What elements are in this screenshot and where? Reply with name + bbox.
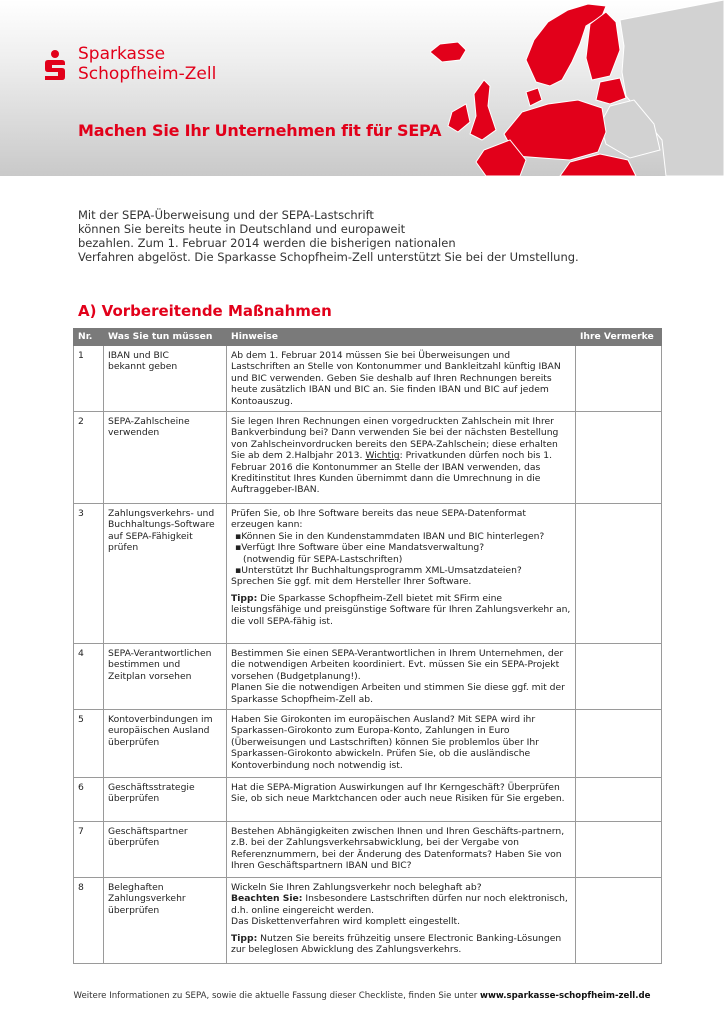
cell-task	[104, 346, 227, 412]
sparkasse-logo-icon	[44, 50, 66, 82]
cell-task	[104, 644, 227, 710]
hint-bullet-sub: (notwendig für SEPA-Lastschriften)	[243, 553, 403, 565]
hint-tip	[231, 933, 571, 956]
cell-task	[104, 710, 227, 778]
intro-line-3: bezahlen. Zum 1. Februar 2014 werden die bisherigen nationalen	[78, 236, 456, 250]
table-row	[74, 346, 662, 412]
hint-important-link: Wichtig	[365, 450, 400, 462]
cell-notes[interactable]	[576, 644, 662, 710]
hint-tip	[231, 593, 571, 627]
cell-hint	[227, 644, 576, 710]
hint-text: : Privatkunden dürfen noch bis 1. Februar 2016 die Kontonummer an Stelle der IBAN verwenden, das Kreditinstitut Ihres Kunden übernimmt dann die Umrechnung in die Auftraggeber-IBAN.	[231, 450, 553, 496]
cell-nr: 3	[74, 504, 104, 644]
task-line: SEPA-Verantwortlichen	[108, 648, 212, 660]
table-row	[74, 878, 662, 964]
cell-hint	[227, 710, 576, 778]
cell-hint	[227, 504, 576, 644]
task-line: überprüfen	[108, 793, 160, 805]
cell-task	[104, 778, 227, 822]
brand-line-2: Schopfheim-Zell	[78, 64, 217, 84]
cell-nr: 6	[74, 778, 104, 822]
hint-bullet: ▪Unterstützt Ihr Buchhaltungsprogramm XML-Umsatzdateien?	[235, 565, 522, 577]
table-row	[74, 822, 662, 878]
hint-text: Bestimmen Sie einen SEPA-Verantwortlichen in Ihrem Unternehmen, der die notwendigen Arbeiten koordiniert. Evt. müssen Sie ein SEPA-Projekt vorsehen (Budgetplanung!).	[231, 648, 564, 682]
tip-label: Tipp:	[231, 932, 258, 944]
cell-nr: 2	[74, 412, 104, 504]
table-row	[74, 412, 662, 504]
tip-text: Nutzen Sie bereits frühzeitig unsere Electronic Banking-Lösungen zur beleglosen Abwicklung des Zahlungsverkehrs.	[231, 932, 562, 956]
sparkasse-logo	[44, 44, 216, 84]
brand-line-1: Sparkasse	[78, 44, 166, 64]
task-line: IBAN und BIC	[108, 350, 169, 361]
page-header	[0, 0, 724, 176]
task-line: verwenden	[108, 427, 160, 439]
intro-line-1: Mit der SEPA-Überweisung und der SEPA-Lastschrift	[78, 208, 374, 222]
table-row	[74, 778, 662, 822]
table-row	[74, 504, 662, 644]
cell-notes[interactable]	[576, 504, 662, 644]
task-line: Zeitplan vorsehen	[108, 670, 192, 682]
hint-text: Ab dem 1. Februar 2014 müssen Sie bei Überweisungen und Lastschriften an Stelle von Kontonummer und Bankleitzahl künftig IBAN und BIC verwenden. Geben Sie deshalb auf Ihren Rechnungen bereits heute zusätzlich IBAN und BIC an. Sie finden IBAN und BIC auf jedem Kontoauszug.	[231, 350, 561, 407]
hint-text: Sie legen Ihren Rechnungen einen vorgedruckten Zahlschein mit Ihrer Bankverbindung bei? Dann verwenden Sie bei der nächsten Bestellung von Zahlscheinvordrucken bereits den SEPA-Zahlschein; diese erhalten Sie ab dem 2.Halbjahr 2013.	[231, 416, 559, 462]
cell-notes[interactable]	[576, 878, 662, 964]
note-label: Beachten Sie:	[231, 893, 303, 905]
header-hint: Hinweise	[227, 329, 576, 346]
cell-hint	[227, 778, 576, 822]
note-text: Insbesondere Lastschriften dürfen nur noch elektronisch, d.h. online eingereicht werden.	[231, 893, 568, 916]
header-task: Was Sie tun müssen	[104, 329, 227, 346]
brand-name	[78, 44, 216, 84]
cell-task	[104, 504, 227, 644]
hint-bullet: ▪Verfügt Ihre Software über eine Mandatsverwaltung?	[235, 542, 485, 554]
task-line: Kontoverbindungen im	[108, 714, 213, 726]
intro-text	[78, 208, 638, 264]
task-line: überprüfen	[108, 904, 160, 916]
intro-line-4: Verfahren abgelöst. Die Sparkasse Schopfheim-Zell unterstützt Sie bei der Umstellung.	[78, 250, 579, 264]
task-line: Zahlungsverkehrs- und	[108, 508, 215, 520]
cell-nr: 5	[74, 710, 104, 778]
task-line: Buchhaltungs-Software	[108, 519, 215, 531]
cell-task	[104, 412, 227, 504]
table-header-row	[74, 329, 662, 346]
task-line: überprüfen	[108, 736, 160, 748]
cell-nr: 4	[74, 644, 104, 710]
hint-text: Haben Sie Girokonten im europäischen Ausland? Mit SEPA wird ihr Sparkassen-Girokonto zum Europa-Konto, Zahlungen in Euro (Überweisungen und Lastschriften) können Sie problemlos über Ihr Sparkassen-Girokonto abwickeln. Prüfen Sie, ob die ausländische Kontoverbindung noch notwendig ist.	[231, 714, 539, 771]
hint-text: Planen Sie die notwendigen Arbeiten und stimmen Sie diese ggf. mit der Sparkasse Schopfheim-Zell ab.	[231, 682, 565, 705]
tip-label: Tipp:	[231, 592, 258, 604]
hint-text: Prüfen Sie, ob Ihre Software bereits das neue SEPA-Datenformat erzeugen kann:	[231, 508, 526, 531]
task-line: prüfen	[108, 542, 139, 554]
cell-hint	[227, 822, 576, 878]
tip-text: Die Sparkasse Schopfheim-Zell bietet mit SFirm eine leistungsfähige und preisgünstige Software für Ihren Zahlungsverkehr an, die voll SEPA-fähig ist.	[231, 592, 571, 627]
section-title: A) Vorbereitende Maßnahmen	[78, 302, 332, 320]
hint-bullet: ▪Können Sie in den Kundenstammdaten IBAN und BIC hinterlegen?	[235, 530, 545, 542]
intro-line-2: können Sie bereits heute in Deutschland und europaweit	[78, 222, 406, 236]
cell-notes[interactable]	[576, 822, 662, 878]
cell-nr: 7	[74, 822, 104, 878]
task-line: Geschäftspartner	[108, 826, 188, 838]
table-row	[74, 710, 662, 778]
hint-text: Hat die SEPA-Migration Auswirkungen auf Ihr Kerngeschäft? Überprüfen Sie, ob sich neue Marktchancen oder auch neue Risiken für Sie ergeben.	[231, 782, 565, 805]
hint-text: Das Diskettenverfahren wird komplett eingestellt.	[231, 916, 461, 928]
cell-notes[interactable]	[576, 778, 662, 822]
task-line: Geschäftsstrategie	[108, 782, 195, 794]
task-line: auf SEPA-Fähigkeit	[108, 530, 193, 542]
page-headline: Machen Sie Ihr Unternehmen fit für SEPA	[78, 121, 442, 140]
table-row	[74, 644, 662, 710]
task-line: bekannt geben	[108, 361, 178, 373]
header-notes: Ihre Vermerke	[576, 329, 662, 346]
cell-notes[interactable]	[576, 346, 662, 412]
header-nr: Nr.	[74, 329, 104, 346]
cell-notes[interactable]	[576, 710, 662, 778]
cell-nr: 1	[74, 346, 104, 412]
task-line: bestimmen und	[108, 659, 181, 671]
cell-task	[104, 822, 227, 878]
task-line: Zahlungsverkehr	[108, 893, 186, 905]
footer-text: Weitere Informationen zu SEPA, sowie die aktuelle Fassung dieser Checkliste, finden Sie unter	[73, 991, 480, 1001]
europe-map-icon	[430, 0, 724, 176]
cell-hint	[227, 878, 576, 964]
task-line: europäischen Ausland	[108, 725, 210, 737]
task-line: Beleghaften	[108, 882, 164, 894]
cell-notes[interactable]	[576, 412, 662, 504]
cell-hint	[227, 412, 576, 504]
checklist-table	[73, 328, 662, 964]
hint-text: Sprechen Sie ggf. mit dem Hersteller Ihrer Software.	[231, 576, 472, 588]
task-line: SEPA-Zahlscheine	[108, 416, 190, 428]
hint-text: Bestehen Abhängigkeiten zwischen Ihnen und Ihren Geschäfts-partnern, z.B. bei der Zahlungsverkehrsabwicklung, bei der Vergabe von Referenznummern, bei der Änderung des Datenformats? Haben Sie von Ihren Geschäftspartnern IBAN und BIC?	[231, 826, 565, 872]
cell-nr: 8	[74, 878, 104, 964]
cell-task	[104, 878, 227, 964]
cell-hint	[227, 346, 576, 412]
footer-link[interactable]: www.sparkasse-schopfheim-zell.de	[480, 991, 651, 1001]
hint-text: Wickeln Sie Ihren Zahlungsverkehr noch beleghaft ab?	[231, 882, 482, 894]
page-footer	[0, 991, 724, 1001]
task-line: überprüfen	[108, 837, 160, 849]
hint-note	[231, 893, 571, 916]
